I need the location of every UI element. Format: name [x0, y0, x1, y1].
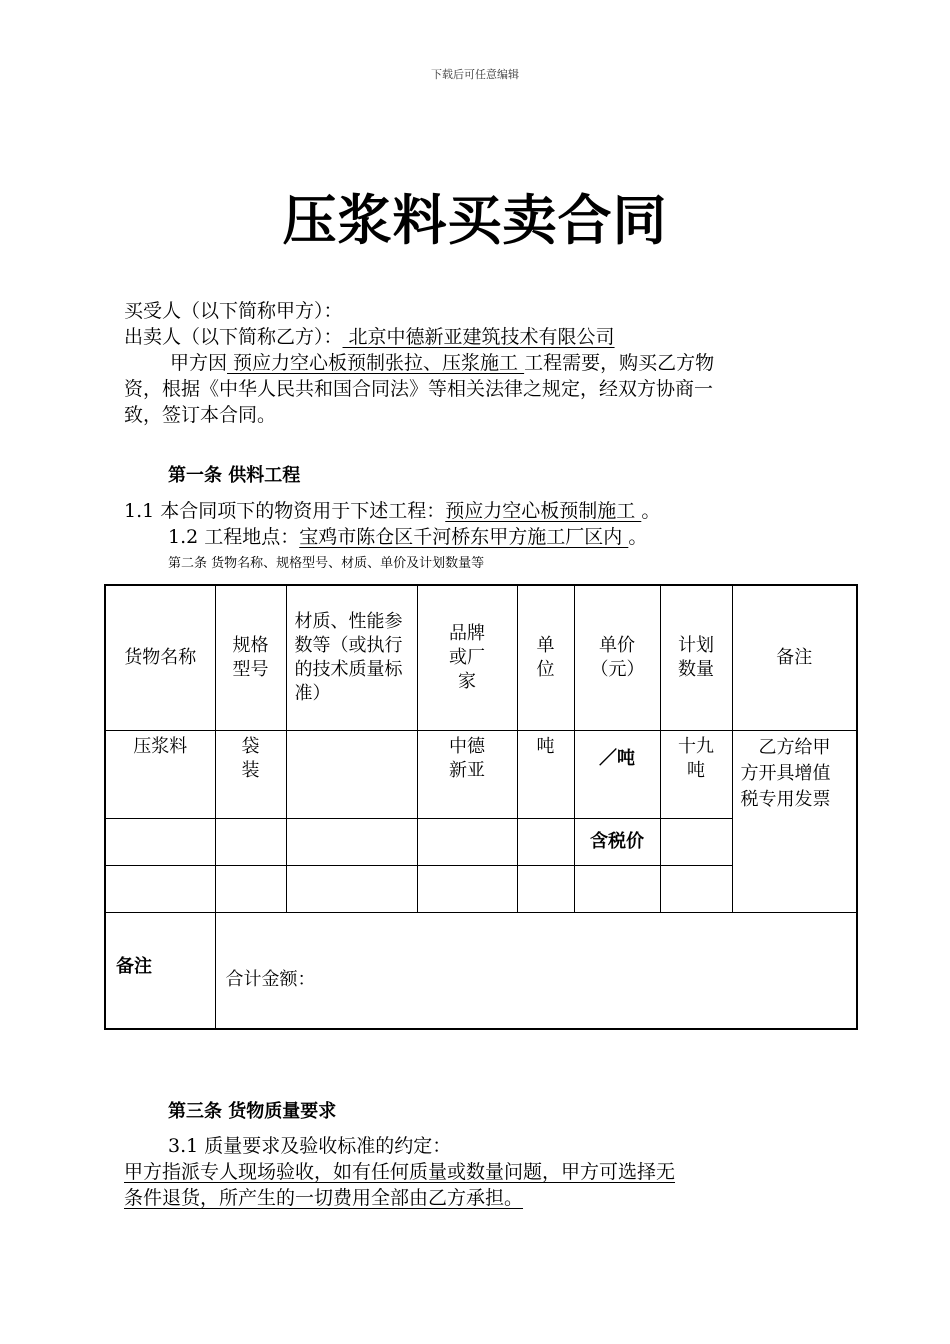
total-amount: 合计金额： — [215, 912, 857, 1029]
article2-heading: 第二条 货物名称、规格型号、材质、单价及计划数量等 — [168, 556, 485, 571]
article3-text-line2: 条件退货，所产生的一切费用全部由乙方承担。 — [124, 1187, 524, 1209]
tax-price-label: 含税价 — [574, 818, 660, 865]
header-unit: 单位 — [517, 585, 574, 730]
cell-empty — [105, 818, 215, 865]
cell-empty — [517, 865, 574, 912]
cell-price: ／吨 — [574, 730, 660, 818]
item1-prefix: 1.1 本合同项下的物资用于下述工程： — [124, 500, 446, 522]
item1-end: 。 — [641, 500, 661, 522]
cell-empty — [215, 818, 286, 865]
cell-empty — [417, 865, 517, 912]
item1-value: 预应力空心板预制施工 — [445, 500, 642, 522]
item2-prefix: 1.2 工程地点： — [168, 526, 300, 548]
intro-suffix: 工程需要，购买乙方物 — [524, 352, 715, 374]
article3-heading: 第三条 货物质量要求 — [168, 1101, 337, 1122]
cell-remark: 乙方给甲方开具增值税专用发票 — [732, 730, 857, 912]
cell-empty — [417, 818, 517, 865]
article3-item1: 3.1 质量要求及验收标准的约定： — [168, 1135, 452, 1157]
intro-line-1 — [170, 350, 714, 376]
header-brand: 品牌或厂家 — [417, 585, 517, 730]
intro-line-2: 资，根据《中华人民共和国合同法》等相关法律之规定，经双方协商一 — [124, 378, 714, 400]
footer-remark-label: 备注 — [105, 912, 215, 1029]
header-price: 单价（元） — [574, 585, 660, 730]
cell-empty — [660, 818, 732, 865]
buyer-label: 买受人（以下简称甲方）： — [124, 300, 343, 322]
intro-prefix: 甲方因 — [170, 352, 228, 374]
cell-qty: 十九吨 — [660, 730, 732, 818]
article1-item2 — [168, 524, 647, 550]
cell-spec: 袋装 — [215, 730, 286, 818]
header-spec: 规格型号 — [215, 585, 286, 730]
cell-empty — [517, 818, 574, 865]
cell-unit: 吨 — [517, 730, 574, 818]
cell-empty — [574, 865, 660, 912]
article3-text-line1: 甲方指派专人现场验收，如有任何质量或数量问题，甲方可选择无 — [124, 1161, 676, 1183]
header-qty: 计划数量 — [660, 585, 732, 730]
buyer-line — [124, 298, 343, 324]
intro-line-3: 致，签订本合同。 — [124, 404, 277, 426]
seller-name: 北京中德新亚建筑技术有限公司 — [342, 326, 615, 348]
document-title: 压浆料买卖合同 — [282, 189, 668, 252]
article1-heading: 第一条 供料工程 — [168, 465, 301, 486]
cell-empty — [286, 818, 417, 865]
header-material: 材质、性能参数等（或执行的技术质量标准） — [286, 585, 417, 730]
cell-material — [286, 730, 417, 818]
article1-item1 — [124, 498, 660, 524]
cell-empty — [105, 865, 215, 912]
cell-empty — [215, 865, 286, 912]
cell-empty — [660, 865, 732, 912]
cell-brand: 中德新亚 — [417, 730, 517, 818]
cell-name: 压浆料 — [105, 730, 215, 818]
header-remark: 备注 — [732, 585, 857, 730]
item2-value: 宝鸡市陈仓区千河桥东甲方施工厂区内 — [299, 526, 629, 548]
intro-project: 预应力空心板预制张拉、压浆施工 — [227, 352, 525, 374]
goods-table — [104, 584, 858, 1030]
page-header: 下载后可任意编辑 — [431, 68, 519, 81]
item2-end: 。 — [628, 526, 648, 548]
header-name: 货物名称 — [105, 585, 215, 730]
cell-empty — [286, 865, 417, 912]
seller-label: 出卖人（以下简称乙方）： — [124, 326, 343, 348]
seller-line — [124, 324, 615, 350]
